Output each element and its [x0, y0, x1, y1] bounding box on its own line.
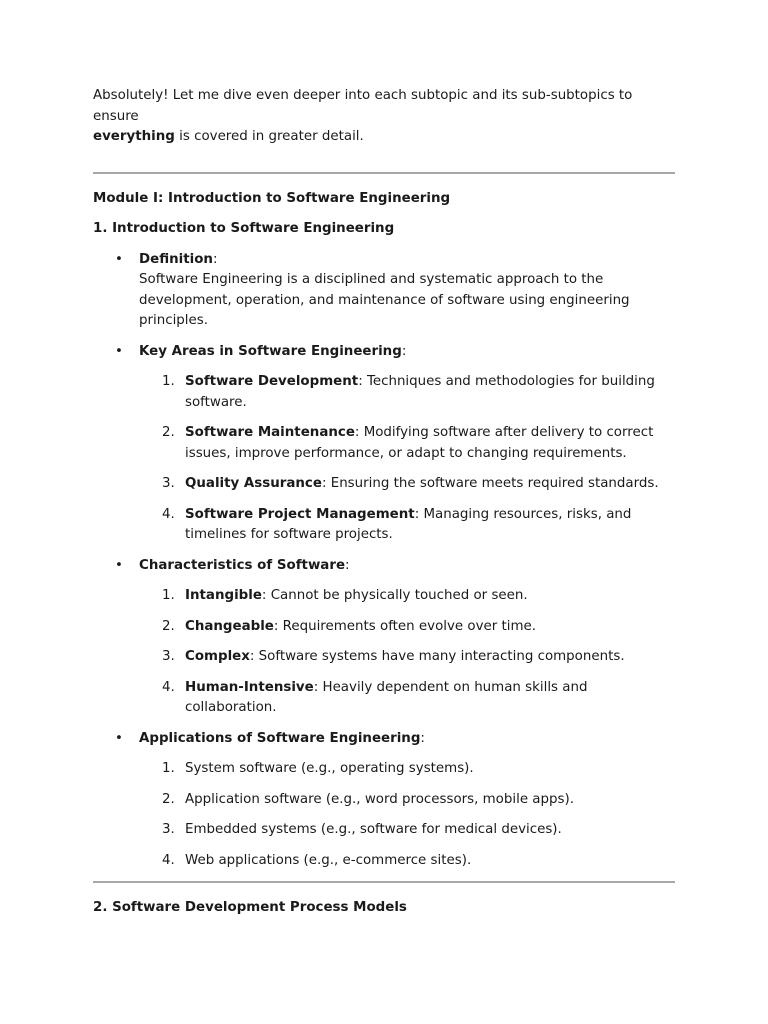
item-number: 2.	[162, 618, 175, 634]
characteristics-list	[139, 586, 675, 719]
colon: :	[401, 343, 407, 359]
bullet-definition	[93, 250, 675, 332]
item-text: : Modifying software after delivery to correct issues, improve performance, or adapt to changing requirements.	[185, 425, 654, 461]
intro-bold: everything	[93, 129, 175, 144]
list-item	[139, 678, 675, 719]
item-text: : Managing resources, risks, and timelines for software projects.	[185, 506, 632, 542]
characteristics-title: Characteristics of Software	[139, 557, 346, 573]
bullet-list	[93, 250, 675, 872]
item-term: Software Development	[185, 374, 359, 389]
item-text: Embedded systems (e.g., software for medical devices).	[185, 822, 562, 837]
bullet-icon: •	[115, 251, 123, 267]
document-page	[93, 86, 675, 929]
divider	[93, 881, 675, 883]
bullet-characteristics	[93, 556, 675, 719]
list-item	[139, 820, 675, 841]
item-number: 4.	[162, 679, 175, 695]
bullet-icon: •	[115, 730, 123, 746]
list-item	[139, 423, 675, 464]
definition-term: Definition	[139, 251, 213, 267]
bullet-icon: •	[115, 343, 123, 359]
item-term: Quality Assurance	[185, 476, 322, 491]
list-item	[139, 505, 675, 546]
item-text: : Cannot be physically touched or seen.	[261, 588, 528, 603]
item-number: 4.	[162, 506, 175, 522]
colon: :	[420, 730, 425, 746]
item-number: 1.	[162, 588, 175, 603]
item-text: Application software (e.g., word processors, mobile apps).	[185, 791, 574, 807]
item-text: : Heavily dependent on human skills and collaboration.	[185, 679, 588, 715]
item-number: 3.	[162, 649, 175, 664]
item-number: 1.	[162, 761, 175, 776]
item-term: Intangible	[185, 588, 262, 603]
item-term: Human-Intensive	[185, 679, 314, 695]
item-term: Software Project Management	[185, 506, 415, 522]
colon: :	[345, 557, 350, 573]
item-text: : Ensuring the software meets required standards.	[321, 476, 659, 491]
list-item	[139, 474, 675, 495]
divider	[93, 172, 675, 174]
section-title: 2. Software Development Process Models	[93, 900, 407, 915]
definition-text: Software Engineering is a disciplined and systematic approach to the development, operation, and maintenance of software using engineering principles.	[139, 272, 630, 328]
item-text: : Techniques and methodologies for building software.	[185, 374, 655, 410]
list-item	[139, 759, 675, 780]
bullet-icon: •	[115, 557, 123, 573]
intro-paragraph	[93, 86, 675, 148]
item-number: 3.	[162, 476, 175, 491]
intro-text: Absolutely! Let me dive even deeper into each subtopic and its sub-subtopics to ensure	[93, 88, 633, 124]
item-number: 2.	[162, 425, 175, 440]
bullet-applications	[93, 729, 675, 872]
list-item	[139, 586, 675, 607]
list-item	[139, 372, 675, 413]
section-title: 1. Introduction to Software Engineering	[93, 221, 395, 236]
bullet-key-areas	[93, 342, 675, 546]
intro-text-end: is covered in greater detail.	[174, 129, 364, 144]
item-number: 4.	[162, 852, 175, 868]
colon: :	[212, 251, 218, 267]
item-text: System software (e.g., operating systems).	[185, 761, 474, 776]
item-term: Complex	[185, 649, 250, 664]
module-title: Module I: Introduction to Software Engineering	[93, 190, 451, 206]
list-item	[139, 790, 675, 811]
item-number: 2.	[162, 791, 175, 807]
item-text: : Software systems have many interacting components.	[249, 649, 625, 664]
item-term: Changeable	[185, 618, 274, 634]
list-item	[139, 617, 675, 638]
key-areas-list	[139, 372, 675, 546]
key-areas-title: Key Areas in Software Engineering	[139, 343, 402, 359]
list-item	[139, 647, 675, 668]
applications-list	[139, 759, 675, 871]
item-number: 1.	[162, 374, 175, 389]
list-item	[139, 851, 675, 872]
applications-title: Applications of Software Engineering	[139, 730, 421, 746]
item-text: : Requirements often evolve over time.	[273, 618, 537, 634]
item-text: Web applications (e.g., e-commerce sites).	[185, 852, 472, 868]
item-number: 3.	[162, 822, 175, 837]
item-term: Software Maintenance	[185, 425, 355, 440]
